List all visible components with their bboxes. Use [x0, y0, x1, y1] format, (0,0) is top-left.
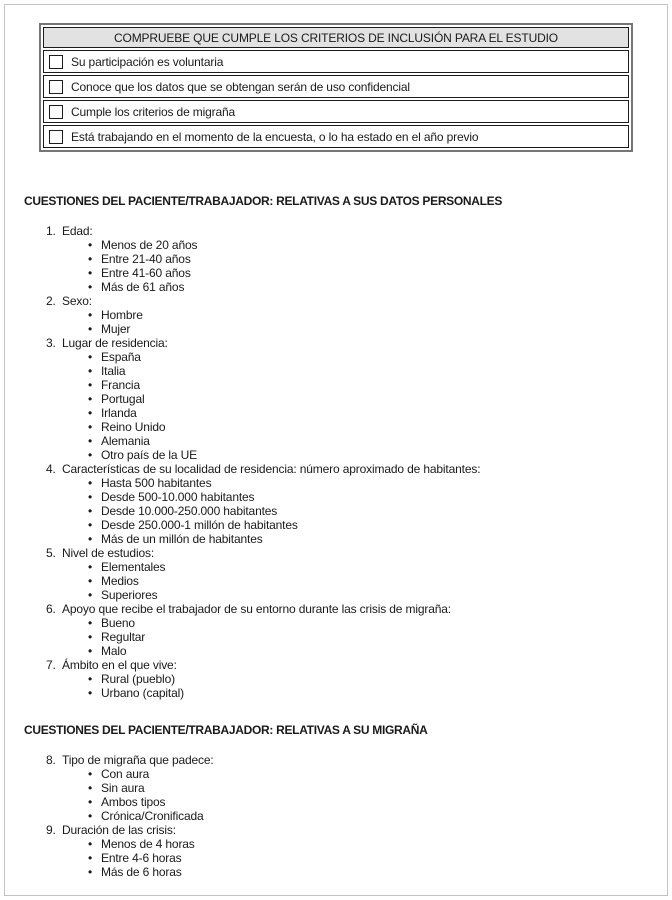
section-migraine — [24, 723, 652, 879]
option-item — [24, 644, 652, 658]
bullet-icon: • — [88, 851, 93, 865]
bullet-icon: • — [88, 266, 93, 280]
bullet-icon: • — [88, 490, 93, 504]
checklist-row-label: Su participación es voluntaria — [71, 54, 224, 69]
bullet-icon: • — [88, 378, 93, 392]
option-label: Malo — [101, 644, 127, 658]
question-item — [24, 658, 652, 672]
option-label: Menos de 20 años — [101, 238, 198, 252]
question-item — [24, 823, 652, 837]
question-list — [24, 753, 652, 879]
option-item — [24, 322, 652, 336]
bullet-icon: • — [88, 350, 93, 364]
option-label: Desde 500-10.000 habitantes — [101, 490, 255, 504]
question-label: Apoyo que recibe el trabajador de su entorno durante las crisis de migraña: — [62, 602, 451, 616]
bullet-icon: • — [88, 392, 93, 406]
option-label: España — [101, 350, 141, 364]
option-label: Crónica/Cronificada — [101, 809, 204, 823]
option-item — [24, 280, 652, 294]
option-label: Reino Unido — [101, 420, 166, 434]
checklist-row — [43, 75, 629, 98]
option-label: Otro país de la UE — [101, 448, 198, 462]
option-item — [24, 504, 652, 518]
option-label: Más de 61 años — [101, 280, 185, 294]
checkbox[interactable] — [49, 80, 63, 94]
bullet-icon: • — [88, 406, 93, 420]
bullet-icon: • — [88, 686, 93, 700]
bullet-icon: • — [88, 518, 93, 532]
option-label: Bueno — [101, 616, 135, 630]
option-item — [24, 406, 652, 420]
question-item — [24, 602, 652, 616]
option-item — [24, 588, 652, 602]
question-number: 8. — [46, 753, 56, 767]
option-item — [24, 781, 652, 795]
bullet-icon: • — [88, 837, 93, 851]
option-label: Con aura — [101, 767, 150, 781]
question-item — [24, 294, 652, 308]
option-label: Italia — [101, 364, 126, 378]
question-label: Edad: — [62, 224, 93, 238]
checklist-row-label: Cumple los criterios de migraña — [71, 104, 236, 119]
bullet-icon: • — [88, 574, 93, 588]
question-number: 2. — [46, 294, 56, 308]
option-item — [24, 837, 652, 851]
option-label: Menos de 4 horas — [101, 837, 195, 851]
option-item — [24, 350, 652, 364]
bullet-icon: • — [88, 238, 93, 252]
question-list — [24, 224, 652, 700]
bullet-icon: • — [88, 795, 93, 809]
option-label: Regultar — [101, 630, 146, 644]
question-number: 9. — [46, 823, 56, 837]
option-item — [24, 767, 652, 781]
option-item — [24, 392, 652, 406]
bullet-icon: • — [88, 644, 93, 658]
checklist-row-label: Conoce que los datos que se obtengan serán de uso confidencial — [71, 79, 410, 94]
bullet-icon: • — [88, 781, 93, 795]
option-label: Desde 250.000-1 millón de habitantes — [101, 518, 298, 532]
option-label: Hombre — [101, 308, 143, 322]
question-item — [24, 546, 652, 560]
bullet-icon: • — [88, 588, 93, 602]
question-label: Duración de las crisis: — [62, 823, 176, 837]
question-label: Ámbito en el que vive: — [62, 658, 177, 672]
section-personal-data — [24, 194, 652, 700]
section-heading: CUESTIONES DEL PACIENTE/TRABAJADOR: RELATIVAS A SU MIGRAÑA — [24, 723, 428, 737]
option-item — [24, 378, 652, 392]
option-label: Entre 21-40 años — [101, 252, 191, 266]
checklist-row — [43, 100, 629, 123]
option-item — [24, 308, 652, 322]
bullet-icon: • — [88, 252, 93, 266]
option-label: Entre 4-6 horas — [101, 851, 182, 865]
option-item — [24, 266, 652, 280]
bullet-icon: • — [88, 767, 93, 781]
option-item — [24, 795, 652, 809]
bullet-icon: • — [88, 630, 93, 644]
bullet-icon: • — [88, 308, 93, 322]
option-item — [24, 434, 652, 448]
question-label: Nivel de estudios: — [62, 546, 155, 560]
bullet-icon: • — [88, 532, 93, 546]
bullet-icon: • — [88, 280, 93, 294]
inclusion-table-header: COMPRUEBE QUE CUMPLE LOS CRITERIOS DE INCLUSIÓN PARA EL ESTUDIO — [43, 27, 629, 48]
bullet-icon: • — [88, 504, 93, 518]
bullet-icon: • — [88, 434, 93, 448]
bullet-icon: • — [88, 364, 93, 378]
option-label: Irlanda — [101, 406, 137, 420]
question-item — [24, 462, 652, 476]
option-item — [24, 518, 652, 532]
checklist-rows — [43, 50, 629, 148]
option-label: Alemania — [101, 434, 150, 448]
bullet-icon: • — [88, 448, 93, 462]
question-label: Características de su localidad de residencia: número aproximado de habitantes: — [62, 462, 481, 476]
option-item — [24, 560, 652, 574]
option-item — [24, 364, 652, 378]
option-item — [24, 630, 652, 644]
option-label: Hasta 500 habitantes — [101, 476, 212, 490]
question-label: Tipo de migraña que padece: — [62, 753, 214, 767]
option-item — [24, 672, 652, 686]
option-item — [24, 851, 652, 865]
option-label: Mujer — [101, 322, 131, 336]
option-label: Urbano (capital) — [101, 686, 184, 700]
option-item — [24, 490, 652, 504]
question-item — [24, 753, 652, 767]
option-label: Más de 6 horas — [101, 865, 182, 879]
bullet-icon: • — [88, 672, 93, 686]
option-item — [24, 616, 652, 630]
question-label: Lugar de residencia: — [62, 336, 168, 350]
option-label: Desde 10.000-250.000 habitantes — [101, 504, 278, 518]
question-number: 6. — [46, 602, 56, 616]
checkbox[interactable] — [49, 105, 63, 119]
question-item — [24, 224, 652, 238]
bullet-icon: • — [88, 420, 93, 434]
question-item — [24, 336, 652, 350]
option-item — [24, 252, 652, 266]
option-label: Superiores — [101, 588, 158, 602]
inclusion-criteria-table — [39, 23, 633, 152]
question-label: Sexo: — [62, 294, 92, 308]
checkbox[interactable] — [49, 55, 63, 69]
question-number: 3. — [46, 336, 56, 350]
option-label: Más de un millón de habitantes — [101, 532, 263, 546]
bullet-icon: • — [88, 616, 93, 630]
option-label: Elementales — [101, 560, 166, 574]
question-number: 5. — [46, 546, 56, 560]
bullet-icon: • — [88, 476, 93, 490]
checklist-row — [43, 50, 629, 73]
option-item — [24, 238, 652, 252]
option-item — [24, 532, 652, 546]
bullet-icon: • — [88, 809, 93, 823]
option-item — [24, 809, 652, 823]
question-number: 4. — [46, 462, 56, 476]
checkbox[interactable] — [49, 130, 63, 144]
option-label: Medios — [101, 574, 139, 588]
option-item — [24, 476, 652, 490]
bullet-icon: • — [88, 560, 93, 574]
option-item — [24, 865, 652, 879]
option-item — [24, 448, 652, 462]
checklist-row — [43, 125, 629, 148]
question-number: 1. — [46, 224, 56, 238]
option-label: Francia — [101, 378, 140, 392]
option-label: Entre 41-60 años — [101, 266, 191, 280]
option-item — [24, 420, 652, 434]
option-label: Portugal — [101, 392, 145, 406]
option-label: Sin aura — [101, 781, 145, 795]
option-label: Ambos tipos — [101, 795, 166, 809]
option-item — [24, 686, 652, 700]
question-number: 7. — [46, 658, 56, 672]
bullet-icon: • — [88, 865, 93, 879]
bullet-icon: • — [88, 322, 93, 336]
option-item — [24, 574, 652, 588]
checklist-row-label: Está trabajando en el momento de la encuesta, o lo ha estado en el año previo — [71, 129, 479, 144]
section-heading: CUESTIONES DEL PACIENTE/TRABAJADOR: RELATIVAS A SUS DATOS PERSONALES — [24, 194, 503, 208]
option-label: Rural (pueblo) — [101, 672, 175, 686]
